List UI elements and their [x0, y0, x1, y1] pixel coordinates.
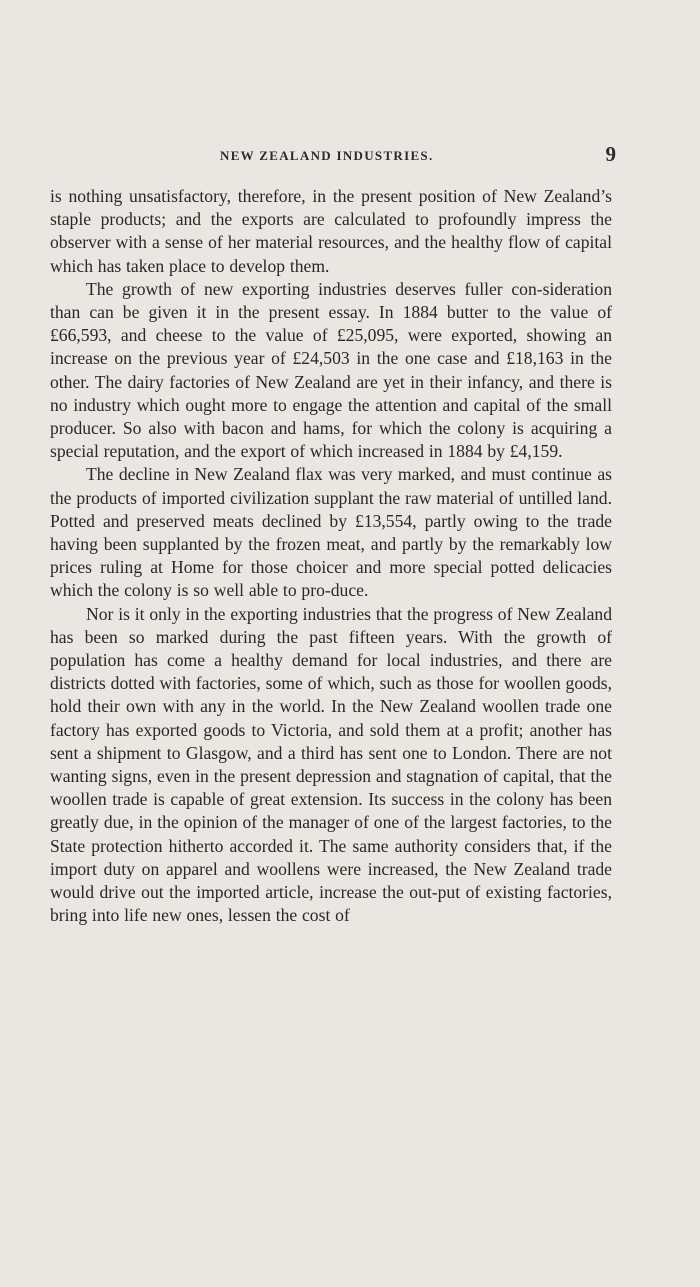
page-number: 9: [605, 142, 616, 166]
body-text: [50, 185, 612, 928]
paragraph-2: The growth of new exporting industries deserves fuller con-sideration than can be given it in the present essay. In 1884 butter to the value of £66,593, and cheese to the value of £25,095, were exported, showing an increase on the previous year of £24,503 in the one case and £18,163 in the other. The dairy factories of New Zealand are yet in their infancy, and there is no industry which ought more to engage the attention and capital of the small producer. So also with bacon and hams, for which the colony is acquiring a special reputation, and the export of which increased in 1884 by £4,159.: [50, 278, 612, 462]
paragraph-1: is nothing unsatisfactory, therefore, in the present position of New Zealand’s staple products; and the exports are calculated to profoundly impress the observer with a sense of her material resources, and the healthy flow of capital which has taken place to develop them.: [50, 186, 612, 276]
running-head: [50, 144, 616, 170]
running-title: NEW ZEALAND INDUSTRIES.: [220, 148, 434, 163]
paragraph-4: Nor is it only in the exporting industries that the progress of New Zealand has been so marked during the past fifteen years. With the growth of population has come a healthy demand for local industries, and there are districts dotted with factories, some of which, such as those for woollen goods, hold their own with any in the world. In the New Zealand woollen trade one factory has exported goods to Victoria, and sold them at a profit; another has sent a shipment to Glasgow, and a third has sent one to London. There are not wanting signs, even in the present depression and stagnation of capital, that the woollen trade is capable of great extension. Its success in the colony has been greatly due, in the opinion of the manager of one of the largest factories, to the State protection hitherto accorded it. The same authority considers that, if the import duty on apparel and woollens were increased, the New Zealand trade would drive out the imported article, increase the out-put of existing factories, bring into life new ones, lessen the cost of: [50, 603, 612, 926]
paragraph-3: The decline in New Zealand flax was very marked, and must continue as the products of imported civilization supplant the raw material of untilled land. Potted and preserved meats declined by £13,554, partly owing to the trade having been supplanted by the frozen meat, and partly by the remarkably low prices ruling at Home for those choicer and more special potted delicacies which the colony is so well able to pro-duce.: [50, 464, 612, 601]
